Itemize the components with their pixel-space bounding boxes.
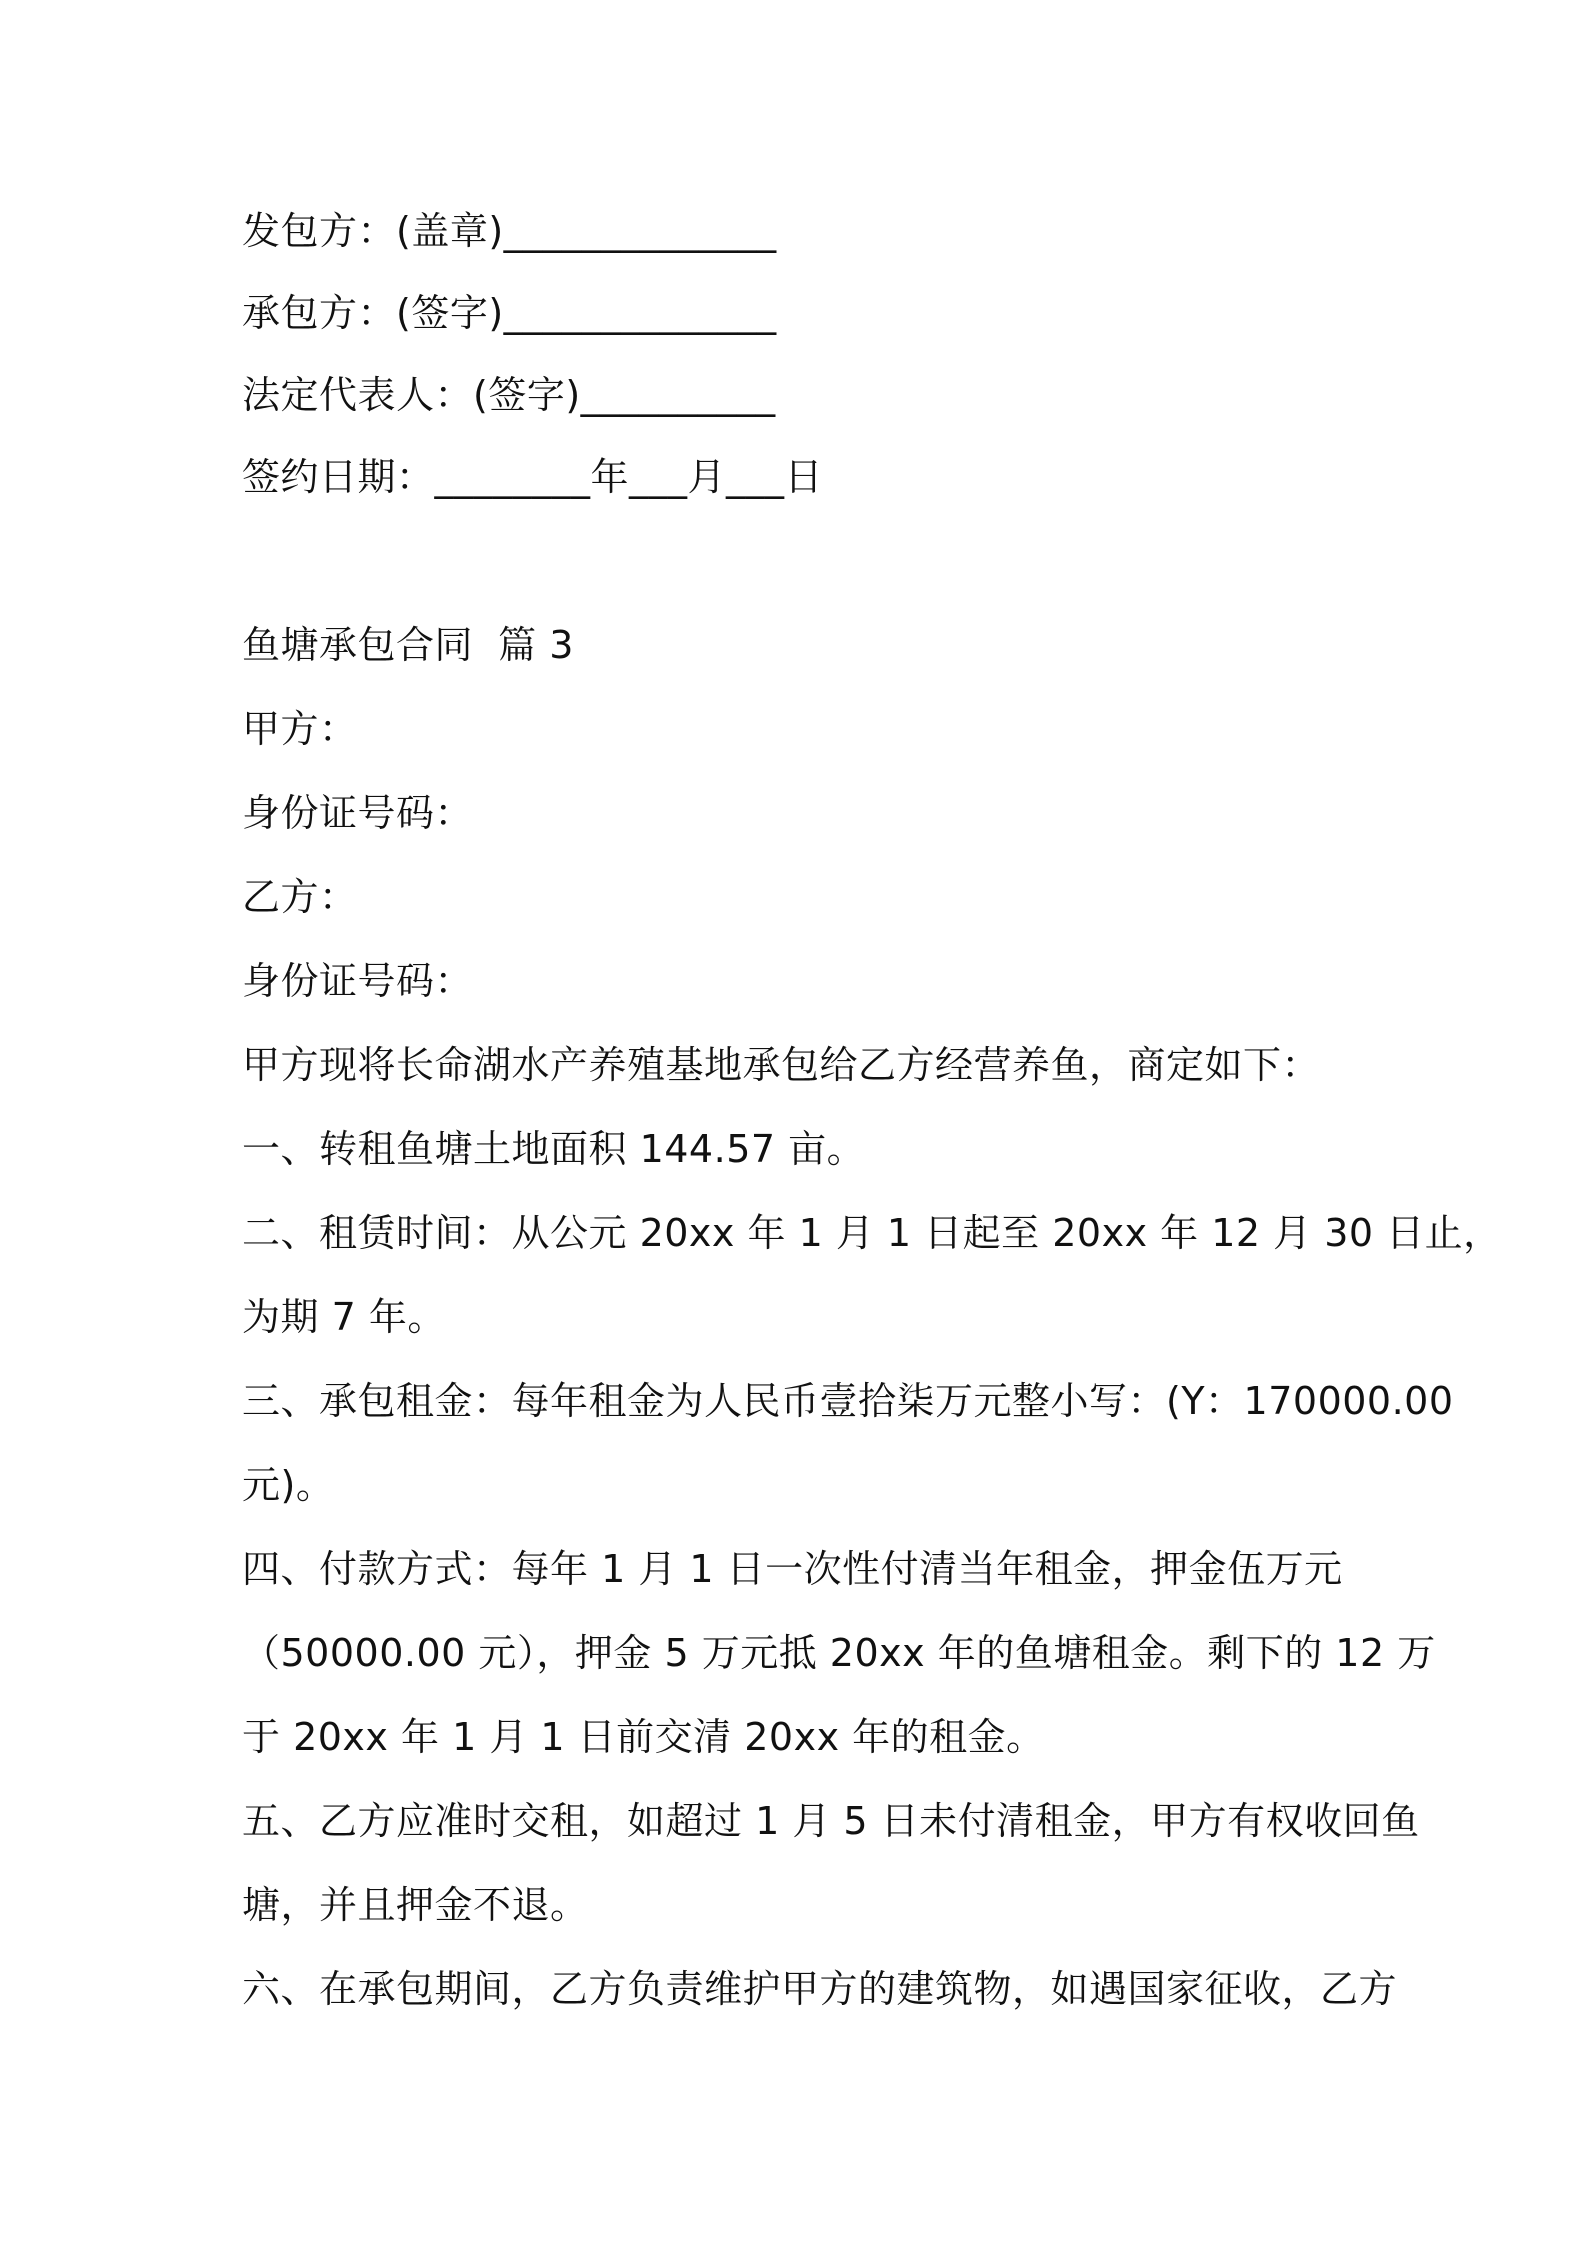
clause-line: 四、付款方式：每年 1 月 1 日一次性付清当年租金，押金伍万元 [242, 1547, 1343, 1591]
clause-line: 五、乙方应准时交租，如超过 1 月 5 日未付清租金，甲方有权收回鱼 [242, 1799, 1420, 1843]
legal-rep-signature-line: 法定代表人：(签字)__________ [242, 373, 776, 417]
party-b-line: 乙方： [242, 875, 358, 919]
intro-paragraph: 甲方现将长命湖水产养殖基地承包给乙方经营养鱼，商定如下： [242, 1043, 1321, 1087]
clause-line: （50000.00 元），押金 5 万元抵 20xx 年的鱼塘租金。剩下的 12 万 [242, 1631, 1436, 1675]
clause-line: 一、转租鱼塘土地面积 144.57 亩。 [242, 1127, 866, 1171]
party-a-id-line: 身份证号码： [242, 791, 474, 835]
sign-date-line: 签约日期：________年___月___日 [242, 455, 824, 499]
party-b-id-line: 身份证号码： [242, 959, 474, 1003]
party-a-line: 甲方： [242, 707, 358, 751]
clause-line: 三、承包租金：每年租金为人民币壹拾柒万元整小写：(Y：170000.00 [242, 1379, 1454, 1423]
issuer-signature-line: 发包方：(盖章)______________ [242, 209, 777, 253]
contractor-signature-line: 承包方：(签字)______________ [242, 291, 777, 335]
section-title: 鱼塘承包合同 篇 3 [242, 623, 574, 667]
clause-line: 二、租赁时间：从公元 20xx 年 1 月 1 日起至 20xx 年 12 月 30 日止， [242, 1211, 1502, 1255]
clause-line: 六、在承包期间，乙方负责维护甲方的建筑物，如遇国家征收，乙方 [242, 1967, 1398, 2011]
clause-line: 元)。 [242, 1463, 335, 1507]
clause-line: 塘，并且押金不退。 [242, 1883, 589, 1927]
clause-line: 为期 7 年。 [242, 1295, 446, 1339]
clause-line: 于 20xx 年 1 月 1 日前交清 20xx 年的租金。 [242, 1715, 1045, 1759]
